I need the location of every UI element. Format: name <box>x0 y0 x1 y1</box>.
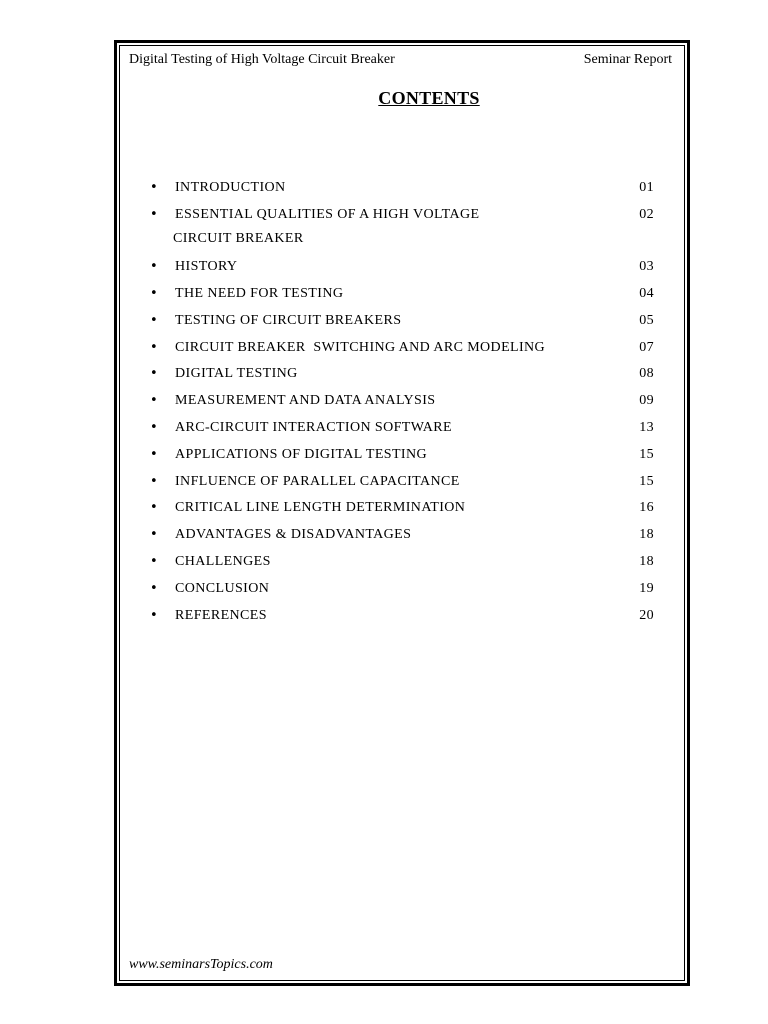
toc-item <box>150 180 656 207</box>
toc-item <box>150 608 656 635</box>
toc-item-page: 13 <box>639 419 654 435</box>
table-of-contents <box>150 180 656 634</box>
toc-item <box>150 286 656 313</box>
toc-item-page: 07 <box>639 339 654 355</box>
toc-item <box>150 474 656 501</box>
toc-item-page: 08 <box>639 366 654 382</box>
bullet-icon: • <box>150 393 158 409</box>
toc-item-label: CRITICAL LINE LENGTH DETERMINATION <box>175 500 466 516</box>
toc-item-label: CHALLENGES <box>175 553 271 569</box>
bullet-icon: • <box>150 312 158 328</box>
bullet-icon: • <box>150 580 158 596</box>
toc-item-label <box>175 207 595 247</box>
toc-item <box>150 500 656 527</box>
toc-item-page: 03 <box>639 259 654 275</box>
toc-item-label: HISTORY <box>175 259 238 275</box>
bullet-icon: • <box>150 500 158 516</box>
toc-item-label-line2: CIRCUIT BREAKER <box>173 230 304 246</box>
bullet-icon: • <box>150 527 158 543</box>
toc-item-page: 15 <box>639 446 654 462</box>
header-document-title: Digital Testing of High Voltage Circuit Breaker <box>129 52 395 67</box>
toc-item-page: 01 <box>639 180 654 195</box>
toc-item-page: 16 <box>639 500 654 516</box>
toc-item-page: 19 <box>639 580 654 596</box>
toc-item-label: INTRODUCTION <box>175 180 286 195</box>
bullet-icon: • <box>150 259 158 275</box>
toc-item-label: APPLICATIONS OF DIGITAL TESTING <box>175 446 427 462</box>
toc-item-label-line1: ESSENTIAL QUALITIES OF A HIGH VOLTAGE <box>175 206 480 222</box>
bullet-icon: • <box>150 473 158 489</box>
toc-item-label: TESTING OF CIRCUIT BREAKERS <box>175 312 402 328</box>
toc-item <box>150 313 656 340</box>
toc-item <box>150 527 656 554</box>
toc-item <box>150 393 656 420</box>
toc-item-page: 09 <box>639 393 654 409</box>
toc-item <box>150 366 656 393</box>
toc-item-page: 20 <box>639 607 654 623</box>
bullet-icon: • <box>150 206 158 222</box>
toc-item-label: CIRCUIT BREAKER SWITCHING AND ARC MODELING <box>175 339 546 355</box>
bullet-icon: • <box>150 446 158 462</box>
bullet-icon: • <box>150 553 158 569</box>
toc-item <box>150 259 656 286</box>
toc-item <box>150 554 656 581</box>
toc-item-label: ARC-CIRCUIT INTERACTION SOFTWARE <box>175 419 452 435</box>
toc-item <box>150 447 656 474</box>
toc-item-label: MEASUREMENT AND DATA ANALYSIS <box>175 393 436 409</box>
toc-item-label: THE NEED FOR TESTING <box>175 285 344 301</box>
toc-item-page: 04 <box>639 285 654 301</box>
page-title: CONTENTS <box>378 88 480 108</box>
toc-item-label: REFERENCES <box>175 607 267 623</box>
footer-website: www.seminarsTopics.com <box>129 957 273 972</box>
toc-item-page: 18 <box>639 527 654 543</box>
toc-item <box>150 340 656 367</box>
toc-item-label: CONCLUSION <box>175 580 270 596</box>
toc-item-page: 18 <box>639 553 654 569</box>
bullet-icon: • <box>150 419 158 435</box>
header-report-type: Seminar Report <box>583 52 672 67</box>
toc-item-label: DIGITAL TESTING <box>175 366 298 382</box>
toc-item <box>150 207 656 259</box>
bullet-icon: • <box>150 366 158 382</box>
bullet-icon: • <box>150 180 158 195</box>
bullet-icon: • <box>150 339 158 355</box>
toc-item-page: 15 <box>639 473 654 489</box>
toc-item-page: 05 <box>639 312 654 328</box>
toc-item-page: 02 <box>639 206 654 222</box>
toc-item-label: INFLUENCE OF PARALLEL CAPACITANCE <box>175 473 460 489</box>
bullet-icon: • <box>150 607 158 623</box>
bullet-icon: • <box>150 285 158 301</box>
toc-item <box>150 581 656 608</box>
toc-item-label: ADVANTAGES & DISADVANTAGES <box>175 527 412 543</box>
toc-item <box>150 420 656 447</box>
